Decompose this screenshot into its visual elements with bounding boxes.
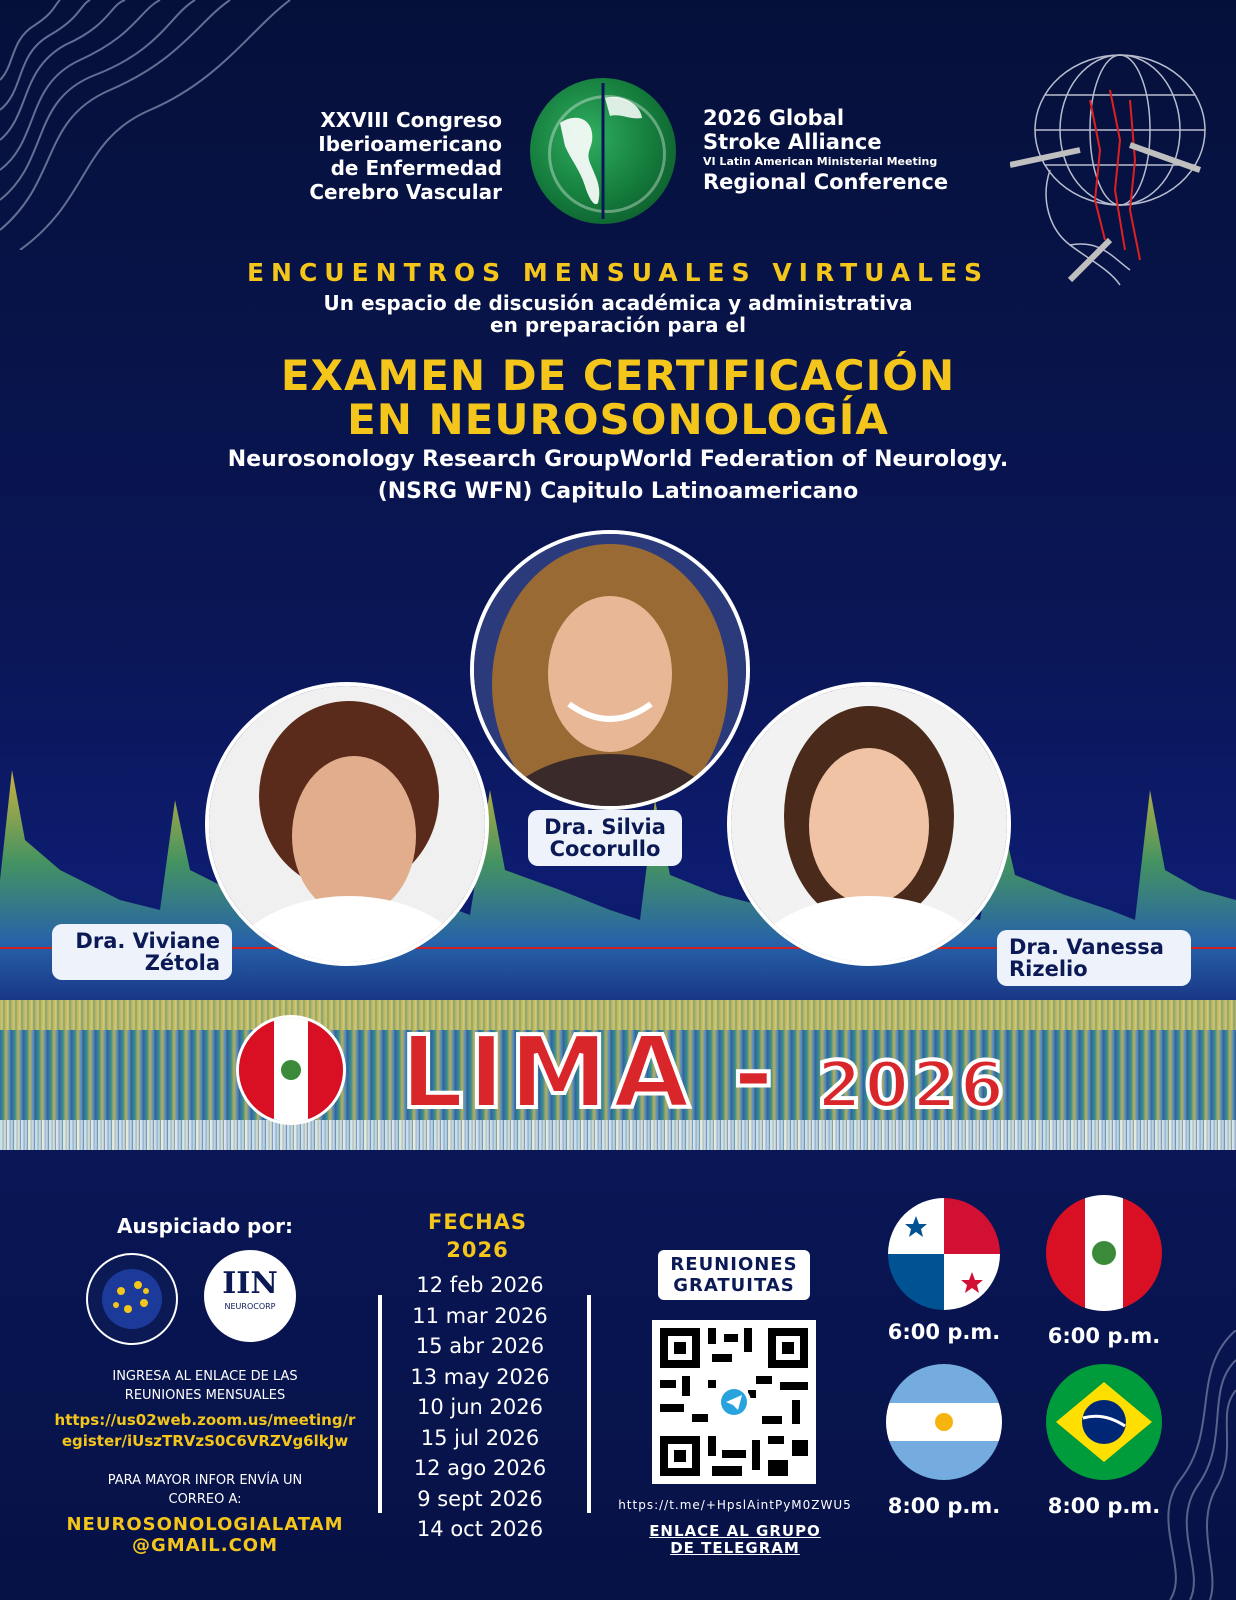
- congreso-title: [250, 108, 502, 204]
- speaker-name-line: Dra. Silvia: [544, 815, 666, 839]
- espacio-line: Un espacio de discusión académica y administrativa: [323, 291, 913, 315]
- lima-separator: -: [732, 1014, 779, 1131]
- speaker-name-line: Dra. Viviane: [75, 929, 220, 953]
- ingresa-line: INGRESA AL ENLACE DE LAS: [112, 1369, 298, 1384]
- speaker-photo-vanessa: [727, 682, 1011, 966]
- examen-title: [0, 351, 1236, 444]
- reuniones-line: REUNIONES: [670, 1254, 798, 1275]
- telegram-group-line[interactable]: DE TELEGRAM: [670, 1539, 800, 1557]
- date-item: 12 feb 2026: [416, 1273, 544, 1297]
- reuniones-line: GRATUITAS: [673, 1275, 795, 1296]
- fechas-title-line: FECHAS: [427, 1210, 528, 1234]
- congreso-line: Iberioamericano: [318, 132, 502, 156]
- global-stroke-title: [703, 106, 993, 194]
- time-panama: 6:00 p.m.: [887, 1320, 1001, 1344]
- congreso-line: XXVIII Congreso: [320, 108, 502, 132]
- portrait-icon: [209, 686, 485, 962]
- email-line[interactable]: NEUROSONOLOGIALATAM: [66, 1514, 344, 1535]
- lima-2026-title: [400, 1014, 1020, 1141]
- telegram-link-text[interactable]: https://t.me/+HpslAintPyM0ZWU5: [618, 1498, 852, 1512]
- reuniones-gratuitas-badge: [658, 1250, 810, 1300]
- speaker-name-line: Rizelio: [1009, 957, 1088, 981]
- dates-list: [395, 1270, 565, 1545]
- time-peru: 6:00 p.m.: [1047, 1324, 1161, 1348]
- espacio-text: [0, 292, 1236, 336]
- ingresa-line: REUNIONES MENSUALES: [124, 1388, 286, 1403]
- fechas-title: [400, 1208, 555, 1264]
- speaker-name-line: Cocorullo: [549, 837, 661, 861]
- americas-map-icon: [530, 78, 676, 224]
- mayor-info-text: [60, 1471, 350, 1509]
- examen-line: EN NEUROSONOLOGÍA: [347, 395, 889, 444]
- speaker-name-vanessa: [997, 930, 1191, 986]
- brasil-flag-icon: [1046, 1364, 1162, 1480]
- time-brasil: 8:00 p.m.: [1047, 1494, 1161, 1518]
- brain-wireframe-icon: [1010, 40, 1220, 290]
- date-item: 12 ago 2026: [413, 1456, 547, 1480]
- time-argentina: 8:00 p.m.: [887, 1494, 1001, 1518]
- contour-lines-decoration-right: [1150, 1330, 1236, 1600]
- speaker-photo-silvia: [470, 530, 750, 810]
- nsrg-line: Neurosonology Research GroupWorld Federation of Neurology.: [227, 447, 1009, 472]
- telegram-qr-code[interactable]: [652, 1320, 816, 1484]
- ingresa-text: [60, 1367, 350, 1405]
- lima-year: 2026: [817, 1049, 1008, 1123]
- date-item: 9 sept 2026: [417, 1486, 543, 1511]
- zoom-link[interactable]: [20, 1410, 390, 1452]
- divider-left: [378, 1295, 382, 1513]
- speaker-name-silvia: [528, 810, 682, 866]
- neurocorp-logo-sub: NEUROCORP: [224, 1302, 276, 1311]
- gsa-line: Stroke Alliance: [703, 130, 882, 154]
- speaker-name-line: Dra. Vanessa: [1009, 935, 1164, 959]
- sponsors-title: Auspiciado por:: [117, 1214, 293, 1238]
- peru-flag-small-icon: [1046, 1195, 1162, 1311]
- gsa-line: Regional Conference: [703, 170, 949, 194]
- neurocorp-logo-text: IIN: [222, 1266, 278, 1301]
- contact-email[interactable]: [40, 1514, 370, 1556]
- telegram-group-line[interactable]: ENLACE AL GRUPO: [649, 1522, 821, 1540]
- date-item: 15 jul 2026: [420, 1425, 540, 1450]
- speaker-name-viviane: [52, 924, 232, 980]
- mayor-info-line: PARA MAYOR INFOR ENVÍA UN: [107, 1473, 303, 1488]
- panama-flag-icon: [888, 1198, 1000, 1310]
- date-item: 13 may 2026: [410, 1364, 550, 1389]
- lima-city: LIMA: [400, 1014, 694, 1131]
- congreso-line: de Enfermedad: [330, 156, 502, 180]
- email-line[interactable]: @GMAIL.COM: [131, 1535, 279, 1556]
- encuentros-heading: ENCUENTROS MENSUALES VIRTUALES: [246, 258, 990, 287]
- speaker-photo-viviane: [205, 682, 489, 966]
- espacio-line: en preparación para el: [490, 313, 746, 337]
- date-item: 15 abr 2026: [415, 1334, 545, 1358]
- neurocorp-logo: [204, 1250, 296, 1342]
- date-item: 14 oct 2026: [416, 1517, 544, 1541]
- telegram-group-link[interactable]: [620, 1523, 850, 1557]
- gsa-subline: VI Latin American Ministerial Meeting: [703, 155, 938, 168]
- mayor-info-line: CORREO A:: [168, 1492, 242, 1507]
- divider-right: [587, 1295, 591, 1513]
- argentina-flag-icon: [886, 1364, 1002, 1480]
- zoom-link-line[interactable]: https://us02web.zoom.us/meeting/r: [54, 1411, 356, 1429]
- congreso-line: Cerebro Vascular: [309, 180, 502, 204]
- portrait-icon: [731, 686, 1007, 962]
- nsrg-subtitle: [0, 444, 1236, 508]
- peru-flag-icon: [236, 1015, 346, 1125]
- speaker-name-line: Zétola: [144, 951, 220, 975]
- fechas-title-line: 2026: [446, 1238, 509, 1262]
- asociacion-panamena-logo-icon: [86, 1253, 178, 1345]
- gsa-line: 2026 Global: [703, 106, 845, 130]
- zoom-link-line[interactable]: egister/iUszTRVzS0C6VRZVg6lkJw: [61, 1432, 349, 1450]
- qr-code-icon: [652, 1320, 816, 1484]
- date-item: 11 mar 2026: [412, 1303, 548, 1328]
- portrait-icon: [474, 534, 746, 806]
- date-item: 10 jun 2026: [417, 1395, 543, 1419]
- nsrg-line: (NSRG WFN) Capitulo Latinoamericano: [377, 479, 859, 504]
- examen-line: EXAMEN DE CERTIFICACIÓN: [280, 351, 956, 400]
